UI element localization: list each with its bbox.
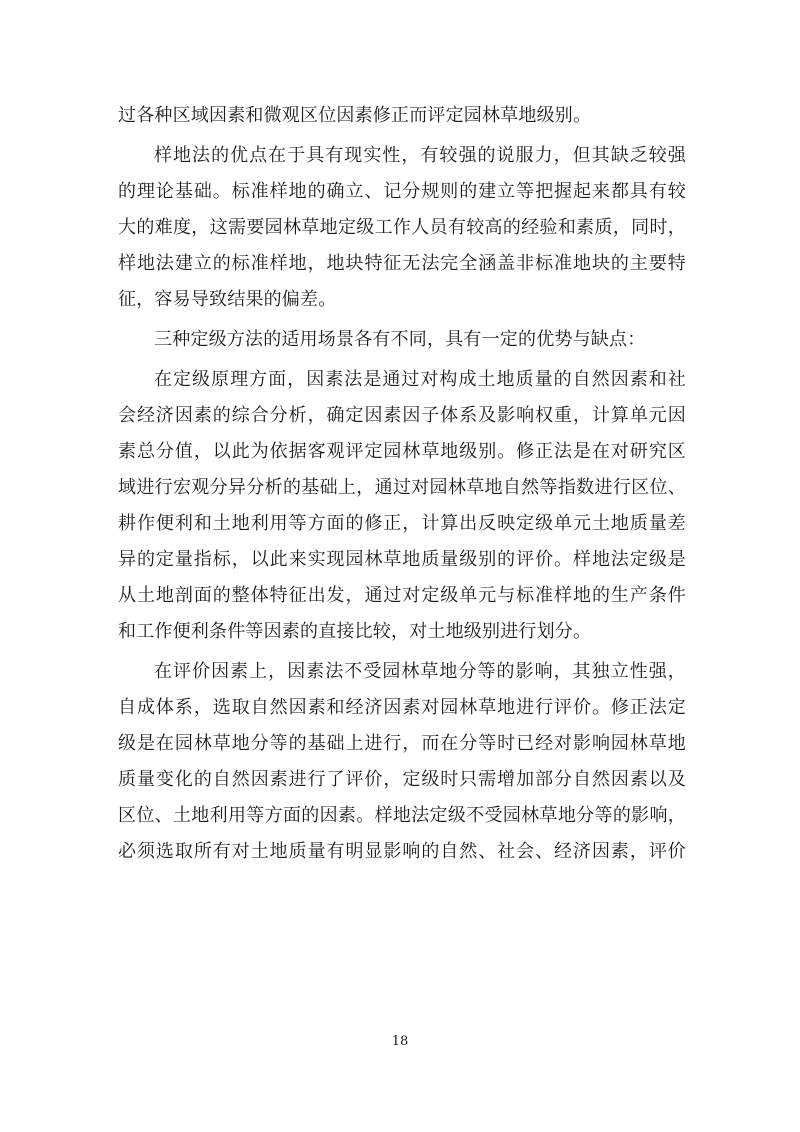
text-line: 大的难度，这需要园林草地定级工作人员有较高的经验和素质，同时，: [118, 217, 686, 238]
paragraph: [118, 138, 686, 318]
text-line: 样地法的优点在于具有现实性，有较强的说服力，但其缺乏较强: [154, 145, 686, 166]
page-number: 18: [391, 1034, 409, 1049]
text-line: 域进行宏观分异分析的基础上，通过对园林草地自然等指数进行区位、: [118, 477, 686, 498]
text-line: 耕作便利和土地利用等方面的修正，计算出反映定级单元土地质量差: [118, 513, 686, 534]
text-line: 样地法建立的标准样地，地块特征无法完全涵盖非标准地块的主要特: [118, 253, 686, 274]
body-text: [118, 98, 686, 870]
paragraph: [118, 362, 686, 650]
text-line: 级是在园林草地分等的基础上进行，而在分等时已经对影响园林草地: [118, 733, 686, 754]
paragraph: [118, 654, 686, 870]
text-line: 自成体系，选取自然因素和经济因素对园林草地进行评价。修正法定: [118, 697, 686, 718]
text-line: 会经济因素的综合分析，确定因素因子体系及影响权重，计算单元因: [118, 405, 686, 426]
text-line: 征，容易导致结果的偏差。: [118, 289, 337, 310]
text-line: 从土地剖面的整体特征出发，通过对定级单元与标准样地的生产条件: [118, 585, 686, 606]
paragraph: [118, 98, 686, 134]
text-line: 区位、土地利用等方面的因素。样地法定级不受园林草地分等的影响，: [118, 805, 686, 826]
text-line: 在定级原理方面，因素法是通过对构成土地质量的自然因素和社: [154, 369, 686, 390]
text-line: 过各种区域因素和微观区位因素修正而评定园林草地级别。: [118, 105, 592, 126]
paragraph: [118, 322, 686, 358]
text-line: 必须选取所有对土地质量有明显影响的自然、社会、经济因素，评价: [118, 841, 686, 862]
text-line: 质量变化的自然因素进行了评价，定级时只需增加部分自然因素以及: [118, 769, 686, 790]
text-line: 三种定级方法的适用场景各有不同，具有一定的优势与缺点：: [154, 329, 646, 350]
text-line: 异的定量指标，以此来实现园林草地质量级别的评价。样地法定级是: [118, 549, 686, 570]
text-line: 素总分值，以此为依据客观评定园林草地级别。修正法是在对研究区: [118, 441, 686, 462]
text-line: 和工作便利条件等因素的直接比较，对土地级别进行划分。: [118, 621, 592, 642]
text-line: 的理论基础。标准样地的确立、记分规则的建立等把握起来都具有较: [118, 181, 686, 202]
text-line: 在评价因素上，因素法不受园林草地分等的影响，其独立性强，: [154, 661, 686, 682]
